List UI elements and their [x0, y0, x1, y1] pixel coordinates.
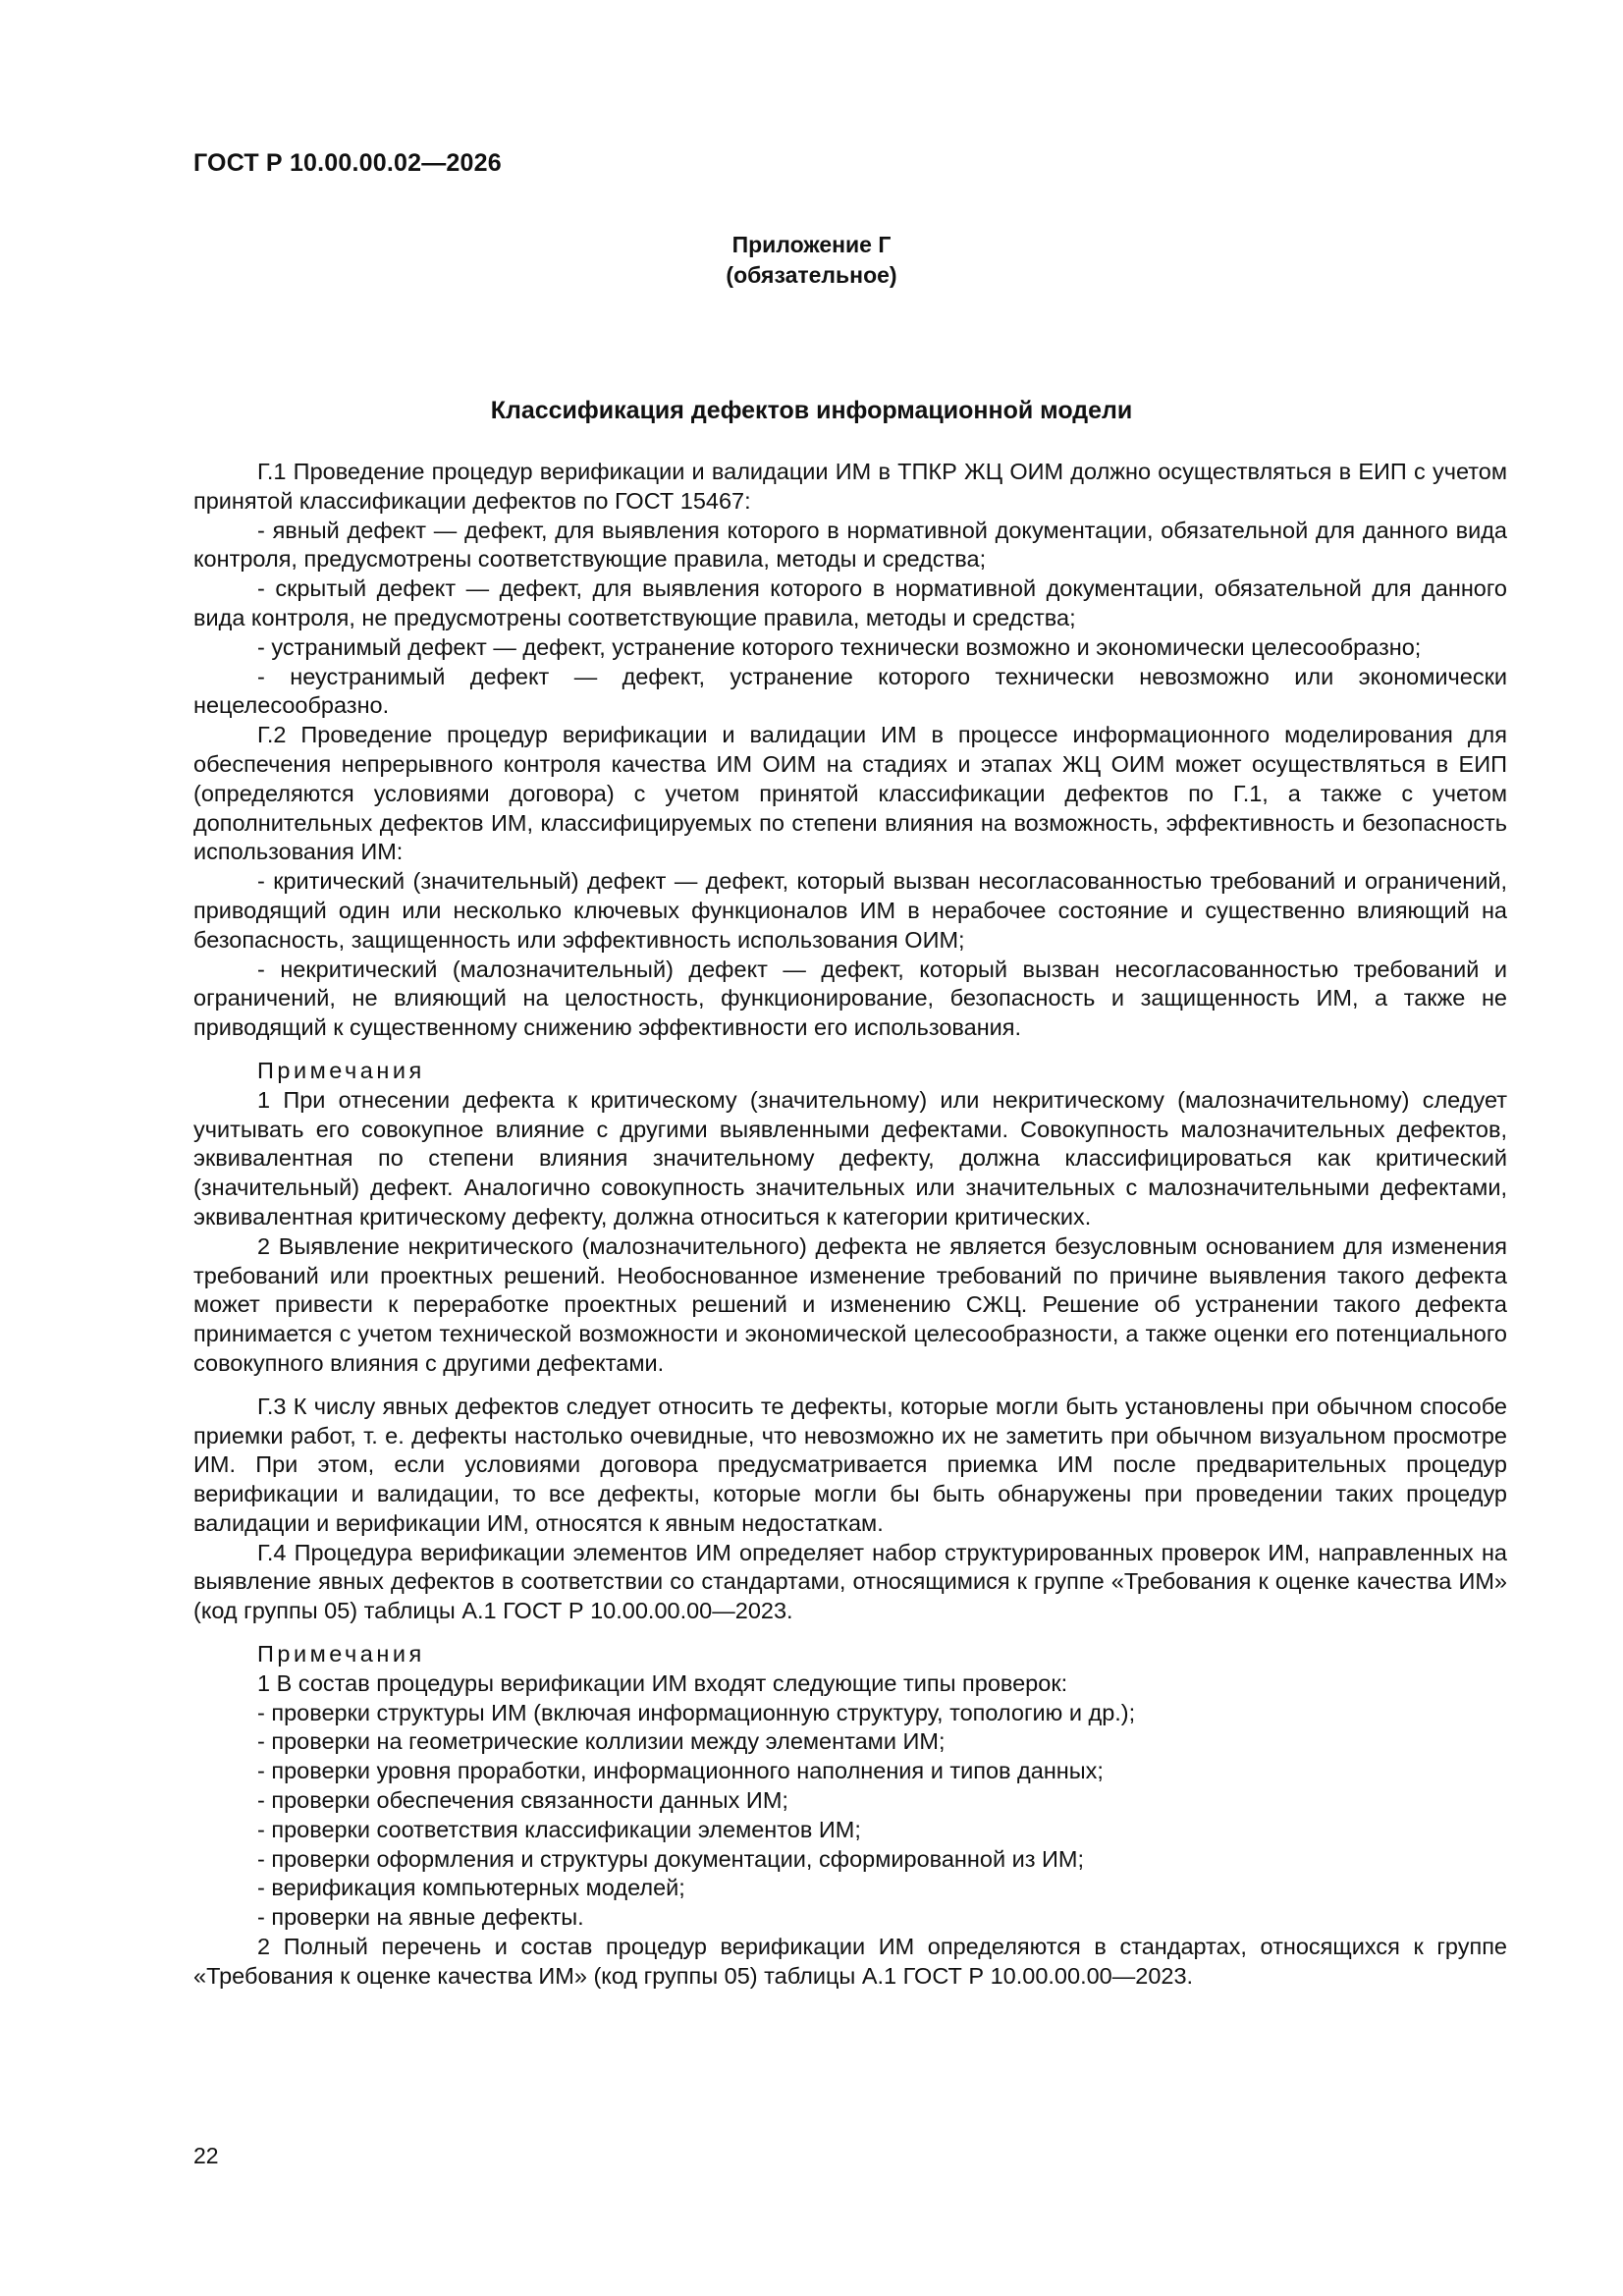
- list-item: - проверки соответствия классификации элементов ИМ;: [257, 1816, 861, 1842]
- list-item: - проверки структуры ИМ (включая информационную структуру, топологию и др.);: [257, 1699, 1136, 1725]
- list-item: - проверки уровня проработки, информационного наполнения и типов данных;: [257, 1758, 1104, 1784]
- paragraph-g4: Г.4 Процедура верификации элементов ИМ определяет набор структурированных проверок ИМ, направленных на выявление явных дефектов в соответствии со стандартами, относящимися к группе «Требования к оценке качества ИМ» (код группы 05) таблицы А.1 ГОСТ Р 10.00.00.00—2023.: [193, 1539, 1507, 1624]
- note-item: 2 Полный перечень и состав процедур верификации ИМ определяются в стандартах, относящихся к группе «Требования к оценке качества ИМ» (код группы 05) таблицы А.1 ГОСТ Р 10.00.00.00—2023.: [193, 1934, 1507, 1989]
- appendix-name: Приложение Г: [731, 232, 892, 257]
- page-number: 22: [193, 2143, 219, 2168]
- list-item: - явный дефект — дефект, для выявления которого в нормативной документации, обязательной для данного вида контроля, предусмотрены соответствующие правила, методы и средства;: [193, 517, 1507, 573]
- list-item: - верификация компьютерных моделей;: [257, 1875, 685, 1901]
- list-item: - устранимый дефект — дефект, устранение которого технически возможно и экономически целесообразно;: [257, 633, 1422, 660]
- list-item: - критический (значительный) дефект — дефект, который вызван несогласованностью требований и ограничений, приводящий один или несколько ключевых функционалов ИМ в нерабочее состояние и существенно влияющий на безопасность, защищенность или эффективность использования ОИМ;: [193, 868, 1507, 953]
- list-item: - проверки на явные дефекты.: [257, 1904, 584, 1931]
- note-item: 1 При отнесении дефекта к критическому (значительному) или некритическому (малозначительному) следует учитывать его совокупное влияние с другими выявленными дефектами. Совокупность малозначительных дефектов, эквивалентная по степени влияния значительному дефекту, должна классифицироваться как критический (значительный) дефект. Аналогично совокупность значительных или значительных с малозначительными дефектами, эквивалентная критическому дефекту, должна относиться к категории критических.: [193, 1086, 1507, 1230]
- document-header-id: ГОСТ Р 10.00.00.02—2026: [193, 149, 502, 177]
- list-item: - неустранимый дефект — дефект, устранение которого технически невозможно или экономически нецелесообразно.: [193, 663, 1507, 719]
- paragraph-g2: Г.2 Проведение процедур верификации и валидации ИМ в процессе информационного моделирования для обеспечения непрерывного контроля качества ИМ ОИМ на стадиях и этапах ЖЦ ОИМ может осуществляться в ЕИП (определяются условиями договора) с учетом принятой классификации дефектов по Г.1, а также с учетом дополнительных дефектов ИМ, классифицируемых по степени влияния на возможность, эффективность и безопасность использования ИМ:: [193, 722, 1507, 865]
- paragraph-g3: Г.3 К числу явных дефектов следует относить те дефекты, которые могли быть установлены при обычном способе приемки работ, т. е. дефекты настолько очевидные, что невозможно их не заметить при обычном визуальном просмотре ИМ. При этом, если условиями договора предусматривается приемка ИМ после предварительных процедур верификации и валидации, то все дефекты, которые могли бы быть обнаружены при проведении таких процедур валидации и верификации ИМ, относятся к явным недостаткам.: [193, 1393, 1507, 1536]
- paragraph-g1: Г.1 Проведение процедур верификации и валидации ИМ в ТПКР ЖЦ ОИМ должно осуществляться в ЕИП с учетом принятой классификации дефектов по ГОСТ 15467:: [193, 459, 1507, 514]
- note-item: 2 Выявление некритического (малозначительного) дефекта не является безусловным основанием для изменения требований или проектных решений. Необоснованное изменение требований по причине выявления такого дефекта может привести к переработке проектных решений и изменению СЖЦ. Решение об устранении такого дефекта принимается с учетом технической возможности и экономической целесообразности, а также оценки его потенциального совокупного влияния с другими дефектами.: [193, 1232, 1507, 1376]
- appendix-heading: [0, 230, 1623, 291]
- note-item: 1 В состав процедуры верификации ИМ входят следующие типы проверок:: [257, 1669, 1068, 1696]
- notes-heading: Примечания: [257, 1057, 425, 1083]
- document-body: [193, 458, 1507, 1992]
- list-item: - проверки оформления и структуры документации, сформированной из ИМ;: [257, 1845, 1085, 1872]
- list-item: - проверки на геометрические коллизии между элементами ИМ;: [257, 1728, 946, 1755]
- notes-heading: Примечания: [257, 1641, 425, 1667]
- list-item: - скрытый дефект — дефект, для выявления которого в нормативной документации, обязательной для данного вида контроля, не предусмотрены соответствующие правила, методы и средства;: [193, 575, 1507, 630]
- list-item: - некритический (малозначительный) дефект — дефект, который вызван несогласованностью требований и ограничений, не влияющий на целостность, функционирование, безопасность и защищенность ИМ, а также не приводящий к существенному снижению эффективности его использования.: [193, 956, 1507, 1041]
- section-title: Классификация дефектов информационной модели: [490, 397, 1133, 424]
- appendix-status: (обязательное): [726, 262, 897, 288]
- list-item: - проверки обеспечения связанности данных ИМ;: [257, 1787, 788, 1814]
